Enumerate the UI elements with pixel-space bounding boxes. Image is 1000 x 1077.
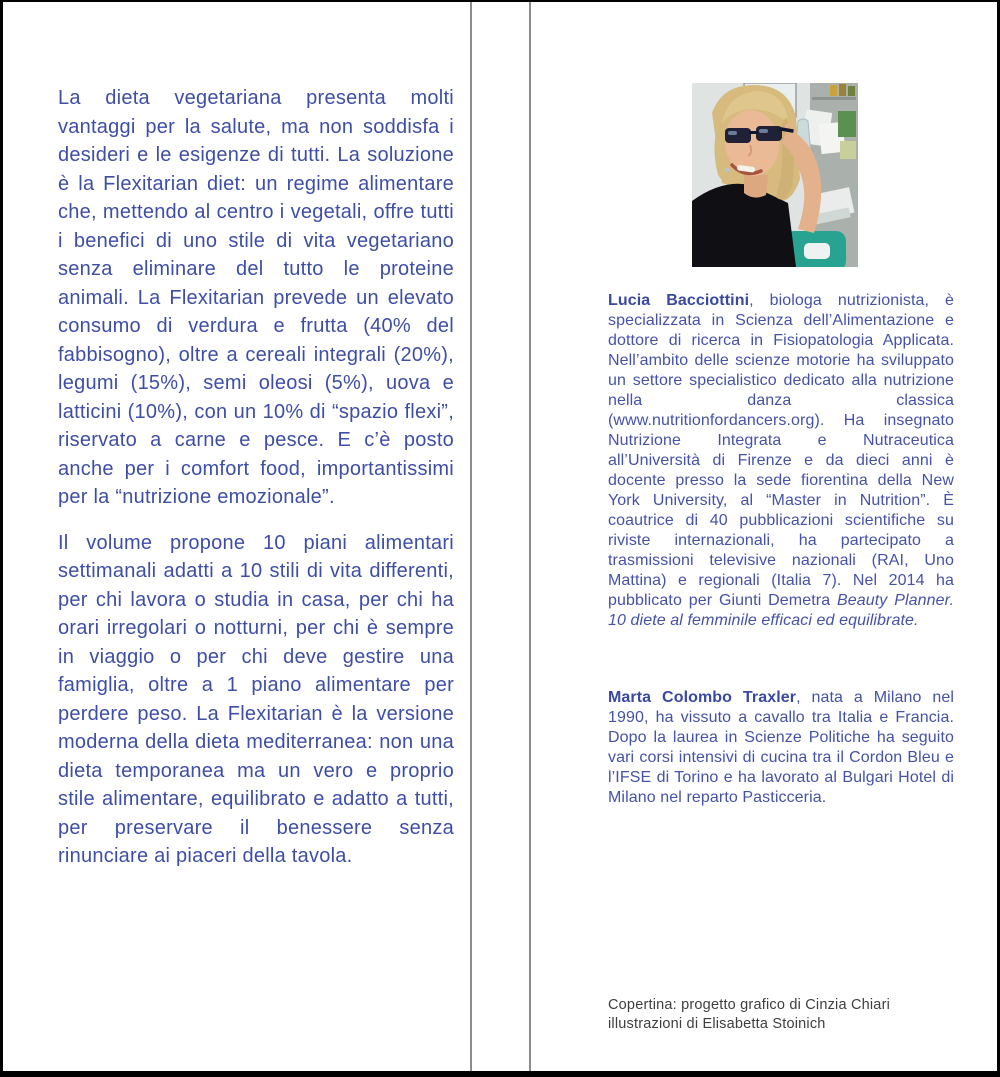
divider-line <box>470 2 472 1071</box>
author-photo-illustration <box>692 83 858 267</box>
diet-description-paragraph: La dieta vegetariana presenta molti vantaggi per la salute, ma non soddisfa i desideri e le esigenze di tutti. La soluzione è la Flexitarian diet: un regime alimentare che, mettendo al centro i vegetali, offre tutti i benefici di uno stile di vita vegetariano senza eliminare del tutto le proteine animali. La Flexitarian prevede un elevato consumo di verdura e frutta (40% del fabbisogno), oltre a cereali integrali (20%), legumi (15%), semi oleosi (5%), uova e latticini (10%), con un 10% di “spazio flexi”, riservato a carne e pesce. E c’è posto anche per i comfort food, importantissimi per la “nutrizione emozionale”. <box>58 87 454 508</box>
author-photo <box>692 83 858 267</box>
author-bio-marta <box>608 688 954 808</box>
author-bio-lucia <box>608 291 954 631</box>
book-title-italic: Beauty Planner. 10 diete al femminile efficaci ed equilibrate. <box>608 592 955 629</box>
credits-line-cover-design: Copertina: progetto grafico di Cinzia Chiari <box>608 997 891 1013</box>
book-content-paragraph: Il volume propone 10 piani alimentari settimanali adatti a 10 stili di vita differenti, per chi lavora o studia in casa, per chi ha orari irregolari o notturni, per chi è sempre in viaggio o per chi deve gestire una famiglia, oltre a 1 piano alimentare per perdere peso. La Flexitarian è la versione moderna della dieta mediterranea: non una dieta temporanea ma un vero e proprio stile alimentare, equilibrato e adatto a tutti, per preservare il benessere senza rinunciare ai piaceri della tavola. <box>58 531 454 867</box>
author-bio-lucia-text: , biologa nutrizionista, è specializzata in Scienza dell’Alimentazione e dottore di ricerca in Fisiopatologia Applicata. Nell’ambito delle scienze motorie ha sviluppato un settore specialistico dedicato alla nutrizione nella danza classica (www.nutritionfordancers.org). Ha insegnato Nutrizione Integrata e Nutraceutica all’Università di Firenze e da dieci anni è docente presso la sede fiorentina della New York University, al “Master in Nutrition”. È coautrice di 40 pubblicazioni scientifiche su riviste internazionali, ha partecipato a trasmissioni televisive nazionali (RAI, Uno Mattina) e regionali (Italia 7). Nel 2014 ha pubblicato per Giunti Demetra <box>608 292 954 609</box>
credits-line-illustrations: illustrazioni di Elisabetta Stoinich <box>608 1015 826 1032</box>
author-bio-marta-text: , nata a Milano nel 1990, ha vissuto a cavallo tra Italia e Francia. Dopo la laurea in Scienze Politiche ha seguito vari corsi intensivi di cucina tra il Cordon Bleu e l’IFSE di Torino e ha lavorato al Bulgari Hotel di Milano nel reparto Pasticceria. <box>608 689 954 806</box>
cover-credits <box>608 996 968 1033</box>
author-name-marta: Marta Colombo Traxler <box>608 689 797 706</box>
divider-line <box>529 2 531 1071</box>
author-name-lucia: Lucia Bacciottini <box>608 292 750 309</box>
flap-text-column <box>58 84 454 871</box>
